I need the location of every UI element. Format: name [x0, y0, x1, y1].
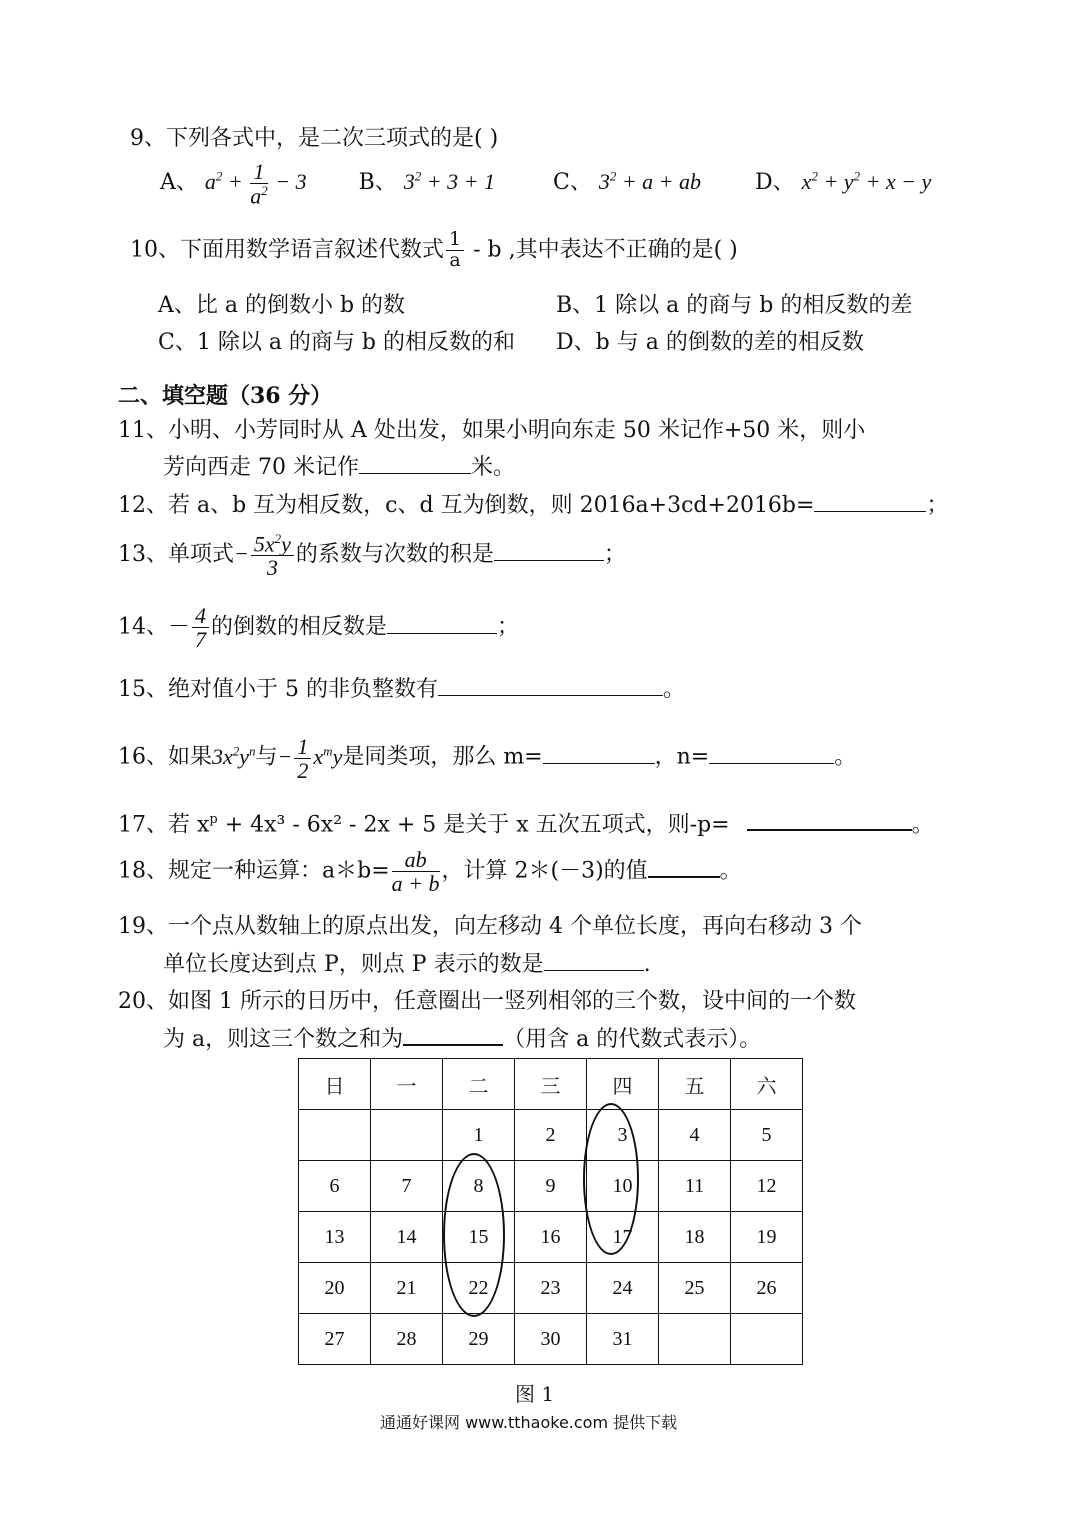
q12 [118, 493, 948, 519]
calendar-cell: 3 [587, 1110, 659, 1161]
calendar-cell: 26 [731, 1263, 803, 1314]
q11-line2-text: 芳向西走 70 米记作 [163, 455, 359, 480]
q18-end: 。 [719, 858, 742, 884]
fraction: $\frac{1}{a^2}$ [250, 159, 268, 209]
calendar-row [299, 1110, 803, 1161]
q13-pre: 13、单项式 [118, 541, 234, 567]
q18-post: ，计算 2＊(－3)的值 [441, 858, 648, 884]
fraction: $\frac{5x^2y}{3}$ [251, 532, 294, 580]
calendar-cell: 2 [515, 1110, 587, 1161]
q9-option-c-label: C、 [552, 169, 592, 195]
q19-line2 [163, 952, 651, 978]
section-title: 二、填空题（36 分） [118, 383, 333, 409]
q9-option-d-expr: $x^2 + y^2 + x - y$ [801, 168, 932, 194]
q16 [118, 735, 856, 782]
calendar-header: 二 [443, 1059, 515, 1110]
calendar-header: 日 [299, 1059, 371, 1110]
q15 [118, 677, 685, 703]
q16-mid: 与 [255, 744, 278, 770]
calendar-cell: 28 [371, 1314, 443, 1365]
calendar-cell: 17 [587, 1212, 659, 1263]
q19-line1: 19、一个点从数轴上的原点出发，向左移动 4 个单位长度，再向右移动 3 个 [118, 914, 862, 939]
q14-end: ； [497, 614, 520, 640]
fraction: $\frac{1}{2}$ [294, 735, 311, 782]
calendar-cell: 18 [659, 1212, 731, 1263]
answer-blank [709, 762, 834, 764]
answer-blank [648, 875, 720, 878]
q10-option-a: A、比 a 的倒数小 b 的数 [158, 293, 406, 318]
circle-column-thursday [583, 1103, 639, 1255]
calendar-cell: 1 [443, 1110, 515, 1161]
q9-stem: 9、下列各式中，是二次三项式的是( ) [130, 126, 499, 151]
calendar-cell: 23 [515, 1263, 587, 1314]
q16-term-2: − $\frac{1}{2}$ $x^my$ [277, 734, 343, 784]
answer-blank [543, 762, 655, 764]
q16-end: 。 [834, 744, 857, 770]
q20-line1: 20、如图 1 所示的日历中，任意圈出一竖列相邻的三个数，设中间的一个数 [118, 989, 856, 1014]
calendar-header: 三 [515, 1059, 587, 1110]
q9-option-c-expr: $3^2 + a$ + ab [598, 168, 702, 194]
q9-option-a-label: A、 [160, 169, 198, 195]
fraction: $\frac{1}{a}$ [446, 230, 464, 271]
q15-end: 。 [662, 677, 685, 702]
q20-line2 [163, 1027, 761, 1053]
answer-blank [359, 472, 471, 474]
q20-line2-text: 为 a，则这三个数之和为 [163, 1027, 404, 1052]
calendar-cell: 14 [371, 1212, 443, 1263]
calendar-header: 四 [587, 1059, 659, 1110]
calendar-table [298, 1058, 803, 1365]
q9-option-b-expr: $3^2 + 3 + 1$ [403, 168, 495, 194]
calendar-cell: 19 [731, 1212, 803, 1263]
answer-blank [747, 828, 912, 831]
q16-pre: 16、如果 [118, 744, 212, 770]
calendar-row [299, 1212, 803, 1263]
calendar-cell: 25 [659, 1263, 731, 1314]
calendar-cell: 8 [443, 1161, 515, 1212]
q9-options [160, 160, 931, 208]
q13-monomial: − $\frac{5x^2y}{3}$ [234, 541, 296, 566]
calendar-cell: 16 [515, 1212, 587, 1263]
q9-option-a-expr: $a^2$ + $\frac{1}{a^2}$ − 3 [204, 159, 307, 209]
calendar-cell: 20 [299, 1263, 371, 1314]
q15-text: 15、绝对值小于 5 的非负整数有 [118, 677, 438, 702]
q10-stem [130, 230, 738, 271]
q16-post: 是同类项，那么 m= [342, 744, 543, 770]
figure-caption: 图 1 [515, 1382, 555, 1406]
q19-line2-end: . [643, 952, 651, 977]
fraction: $\frac{ab}{a + b}$ [391, 847, 440, 897]
answer-blank [438, 694, 663, 696]
q13 [118, 532, 626, 580]
calendar-cell: 30 [515, 1314, 587, 1365]
q14 [118, 604, 519, 651]
calendar-cell: 29 [443, 1314, 515, 1365]
q13-end: ； [603, 541, 626, 567]
calendar-cell [659, 1314, 731, 1365]
answer-blank [403, 1043, 503, 1046]
calendar-cell: 27 [299, 1314, 371, 1365]
calendar-row [299, 1161, 803, 1212]
calendar-header: 五 [659, 1059, 731, 1110]
q10-option-c: C、1 除以 a 的商与 b 的相反数的和 [158, 330, 515, 355]
answer-blank [494, 559, 604, 561]
calendar-cell: 21 [371, 1263, 443, 1314]
calendar-cell: 10 [587, 1161, 659, 1212]
q14-pre: 14、－ [118, 614, 190, 640]
circle-column-tuesday [443, 1153, 505, 1317]
calendar-cell: 22 [443, 1263, 515, 1314]
calendar-cell: 4 [659, 1110, 731, 1161]
calendar-cell: 31 [587, 1314, 659, 1365]
calendar-cell: 15 [443, 1212, 515, 1263]
calendar-row [299, 1314, 803, 1365]
q20-line2-end: （用含 a 的代数式表示）。 [503, 1027, 762, 1052]
q12-text: 12、若 a、b 互为相反数，c、d 互为倒数，则 2016a+3cd+2016b= [118, 493, 815, 518]
fraction: $\frac{4}{7}$ [192, 604, 209, 651]
calendar-header: 六 [731, 1059, 803, 1110]
calendar-cell [371, 1110, 443, 1161]
calendar-cell: 9 [515, 1161, 587, 1212]
calendar-cell: 24 [587, 1263, 659, 1314]
q17: 17、若 $x^p + 4x^3 - 6x^2 - 2x + 5$ 是关于 x 五次五项式，则-p= 。 [118, 812, 934, 838]
q19-line2-text: 单位长度达到点 P，则点 P 表示的数是 [163, 952, 544, 977]
answer-blank [387, 632, 497, 634]
calendar-cell [731, 1314, 803, 1365]
calendar-cell: 13 [299, 1212, 371, 1263]
answer-blank [814, 510, 926, 512]
q11-line2-end: 米。 [470, 455, 515, 480]
q10-option-b: B、1 除以 a 的商与 b 的相反数的差 [556, 293, 913, 318]
q10-stem-b: - b ,其中表达不正确的是( ) [466, 237, 738, 263]
q10-option-d: D、b 与 a 的倒数的差的相反数 [556, 330, 864, 355]
calendar-header-row [299, 1059, 803, 1110]
calendar-header: 一 [371, 1059, 443, 1110]
calendar-cell [299, 1110, 371, 1161]
calendar-cell: 7 [371, 1161, 443, 1212]
calendar-cell: 11 [659, 1161, 731, 1212]
q11-line1: 11、小明、小芳同时从 A 处出发，如果小明向东走 50 米记作+50 米，则小 [118, 418, 866, 443]
q9-option-d-label: D、 [755, 169, 795, 195]
q14-post: 的倒数的相反数是 [211, 614, 388, 640]
q18-pre: 18、规定一种运算：a＊b= [118, 858, 390, 884]
q17-rest: + 4x³ - 6x² - 2x + 5 是关于 x 五次五项式，则-p= [217, 812, 737, 838]
calendar-row [299, 1263, 803, 1314]
q17-text: 17、若 x [118, 812, 210, 838]
q10-stem-a: 10、下面用数学语言叙述代数式 [130, 237, 444, 263]
q9-option-b-label: B、 [358, 169, 397, 195]
calendar-cell: 6 [299, 1161, 371, 1212]
calendar-cell: 12 [731, 1161, 803, 1212]
answer-blank [544, 969, 644, 971]
footer-watermark: 通通好课网 www.tthaoke.com 提供下载 [380, 1413, 678, 1432]
q11-line2 [163, 455, 515, 481]
q17-end: 。 [911, 812, 934, 838]
q18 [118, 848, 742, 895]
q13-post: 的系数与次数的积是 [295, 541, 494, 567]
q16-term-1: $3x^2y^n$ [212, 743, 256, 769]
q16-n: ，n= [654, 744, 710, 770]
calendar-cell: 5 [731, 1110, 803, 1161]
q12-end: ； [926, 493, 949, 518]
